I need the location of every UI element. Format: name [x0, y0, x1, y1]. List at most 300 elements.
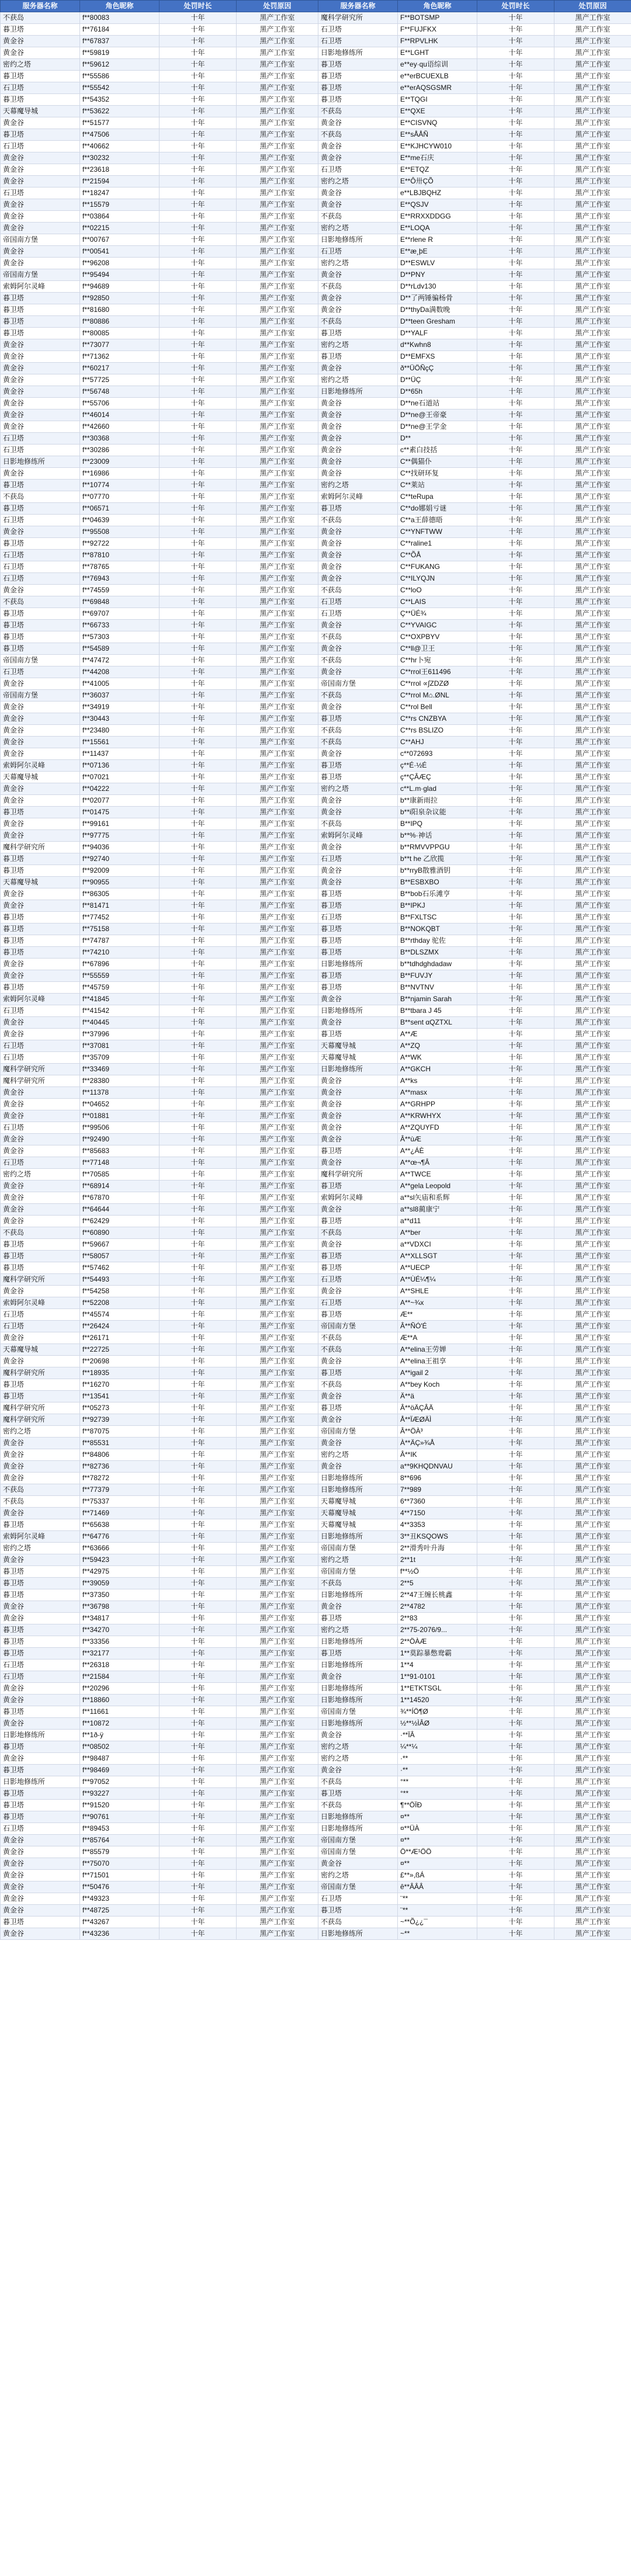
cell-role-nickname-2: D**PNY: [398, 269, 477, 281]
cell-server-name-2: 密约之塔: [318, 374, 398, 386]
cell-server-name-2: 帝国南方堡: [318, 1426, 398, 1438]
cell-penalty-reason: 黑产工作室: [237, 339, 318, 351]
cell-server-name: 魔科学研究所: [1, 1075, 80, 1087]
cell-penalty-duration: 十年: [160, 865, 237, 877]
cell-penalty-reason-2: 黑产工作室: [554, 1426, 631, 1438]
cell-role-nickname: f**55586: [80, 71, 160, 82]
cell-penalty-reason-2: 黑产工作室: [554, 970, 631, 982]
cell-penalty-reason: 黑产工作室: [237, 1496, 318, 1508]
cell-role-nickname: f**55542: [80, 82, 160, 94]
cell-penalty-duration: 十年: [160, 678, 237, 690]
cell-penalty-reason-2: 黑产工作室: [554, 1917, 631, 1928]
cell-role-nickname-2: C**rs CNZBYA: [398, 713, 477, 725]
cell-penalty-duration: 十年: [160, 1274, 237, 1286]
cell-penalty-reason: 黑产工作室: [237, 1332, 318, 1344]
cell-server-name-2: 黄金谷: [318, 666, 398, 678]
table-row: [1, 702, 631, 713]
cell-penalty-duration: 十年: [160, 947, 237, 959]
cell-role-nickname: f**81471: [80, 900, 160, 912]
cell-penalty-duration: 十年: [160, 1917, 237, 1928]
cell-penalty-reason-2: 黑产工作室: [554, 877, 631, 888]
cell-server-name-2: 黄金谷: [318, 526, 398, 538]
cell-role-nickname-2: B**NVTNV: [398, 982, 477, 994]
cell-penalty-duration-2: 十年: [477, 783, 554, 795]
cell-penalty-duration: 十年: [160, 59, 237, 71]
cell-penalty-duration: 十年: [160, 1216, 237, 1227]
cell-penalty-duration: 十年: [160, 1157, 237, 1169]
cell-role-nickname: f**00767: [80, 234, 160, 246]
cell-role-nickname-2: C**ÕÅ: [398, 550, 477, 561]
table-row: [1, 1893, 631, 1905]
cell-penalty-duration: 十年: [160, 1508, 237, 1519]
header-role-nickname-2: 角色昵称: [398, 1, 477, 12]
cell-penalty-duration-2: 十年: [477, 1531, 554, 1543]
cell-server-name: 黄金谷: [1, 1099, 80, 1110]
cell-penalty-duration-2: 十年: [477, 1695, 554, 1706]
cell-server-name-2: 魔科学研究所: [318, 12, 398, 24]
cell-role-nickname-2: ð**ÜÖÑçÇ: [398, 363, 477, 374]
cell-server-name-2: 密约之塔: [318, 223, 398, 234]
cell-penalty-duration: 十年: [160, 830, 237, 842]
cell-penalty-duration: 十年: [160, 1251, 237, 1262]
cell-server-name-2: 黄金谷: [318, 994, 398, 1005]
cell-role-nickname: f**1ð-ÿ: [80, 1730, 160, 1741]
cell-role-nickname-2: 8**696: [398, 1473, 477, 1484]
cell-penalty-reason-2: 黑产工作室: [554, 830, 631, 842]
table-row: [1, 608, 631, 620]
cell-role-nickname-2: 2**75-2076/9...: [398, 1624, 477, 1636]
cell-role-nickname: f**02077: [80, 795, 160, 807]
cell-role-nickname: f**37350: [80, 1589, 160, 1601]
cell-server-name-2: 暮卫塔: [318, 59, 398, 71]
cell-penalty-reason-2: 黑产工作室: [554, 994, 631, 1005]
cell-role-nickname: f**71469: [80, 1508, 160, 1519]
cell-penalty-duration: 十年: [160, 1846, 237, 1858]
cell-role-nickname: f**58057: [80, 1251, 160, 1262]
cell-role-nickname-2: E**RRXXDDGG: [398, 211, 477, 223]
cell-penalty-reason: 黑产工作室: [237, 188, 318, 199]
table-row: [1, 1040, 631, 1052]
cell-penalty-reason-2: 黑产工作室: [554, 947, 631, 959]
table-row: [1, 164, 631, 176]
cell-role-nickname: f**50476: [80, 1881, 160, 1893]
cell-penalty-duration: 十年: [160, 538, 237, 550]
cell-penalty-duration-2: 十年: [477, 1262, 554, 1274]
cell-penalty-reason-2: 黑产工作室: [554, 737, 631, 748]
cell-penalty-duration-2: 十年: [477, 24, 554, 36]
cell-penalty-duration-2: 十年: [477, 351, 554, 363]
cell-role-nickname-2: C**OXPBYV: [398, 631, 477, 643]
cell-penalty-reason-2: 黑产工作室: [554, 223, 631, 234]
cell-penalty-duration-2: 十年: [477, 1624, 554, 1636]
cell-penalty-reason-2: 黑产工作室: [554, 1905, 631, 1917]
cell-server-name: 石卫塔: [1, 1671, 80, 1683]
cell-server-name-2: 日影地修练所: [318, 386, 398, 398]
cell-server-name: 黄金谷: [1, 1928, 80, 1940]
cell-penalty-reason-2: 黑产工作室: [554, 36, 631, 47]
cell-penalty-reason: 黑产工作室: [237, 421, 318, 433]
cell-penalty-reason-2: 黑产工作室: [554, 304, 631, 316]
cell-penalty-duration: 十年: [160, 1589, 237, 1601]
cell-penalty-duration-2: 十年: [477, 1239, 554, 1251]
cell-penalty-reason-2: 黑产工作室: [554, 1087, 631, 1099]
cell-penalty-reason: 黑产工作室: [237, 912, 318, 924]
cell-penalty-reason: 黑产工作室: [237, 503, 318, 515]
cell-role-nickname: f**97775: [80, 830, 160, 842]
cell-penalty-duration: 十年: [160, 351, 237, 363]
table-row: [1, 1660, 631, 1671]
cell-server-name: 暮卫塔: [1, 1578, 80, 1589]
cell-penalty-duration: 十年: [160, 421, 237, 433]
cell-penalty-reason: 黑产工作室: [237, 1297, 318, 1309]
table-row: [1, 959, 631, 970]
cell-role-nickname: f**44208: [80, 666, 160, 678]
cell-server-name-2: 黄金谷: [318, 363, 398, 374]
cell-server-name: 暮卫塔: [1, 503, 80, 515]
cell-penalty-duration: 十年: [160, 293, 237, 304]
cell-penalty-reason: 黑产工作室: [237, 141, 318, 152]
cell-role-nickname: f**39059: [80, 1578, 160, 1589]
cell-penalty-reason: 黑产工作室: [237, 1005, 318, 1017]
cell-penalty-reason-2: 黑产工作室: [554, 82, 631, 94]
cell-server-name: 黄金谷: [1, 152, 80, 164]
cell-server-name-2: 日影地修练所: [318, 1718, 398, 1730]
cell-server-name: 黄金谷: [1, 1216, 80, 1227]
cell-role-nickname: f**92740: [80, 853, 160, 865]
cell-penalty-duration: 十年: [160, 503, 237, 515]
cell-penalty-duration-2: 十年: [477, 924, 554, 935]
cell-role-nickname-2: Ä**ä: [398, 1391, 477, 1402]
cell-server-name: 帝国南方堡: [1, 655, 80, 666]
table-row: [1, 783, 631, 795]
cell-server-name: 魔科学研究所: [1, 842, 80, 853]
table-row: [1, 71, 631, 82]
cell-server-name: 暮卫塔: [1, 1648, 80, 1660]
cell-penalty-duration-2: 十年: [477, 1192, 554, 1204]
cell-penalty-reason-2: 黑产工作室: [554, 1332, 631, 1344]
cell-penalty-duration-2: 十年: [477, 1508, 554, 1519]
cell-server-name: 黄金谷: [1, 970, 80, 982]
cell-server-name-2: 不获岛: [318, 515, 398, 526]
cell-server-name: 黄金谷: [1, 1204, 80, 1216]
table-row: [1, 503, 631, 515]
cell-penalty-duration: 十年: [160, 1099, 237, 1110]
table-row: [1, 1075, 631, 1087]
cell-penalty-reason: 黑产工作室: [237, 1531, 318, 1543]
cell-penalty-reason-2: 黑产工作室: [554, 176, 631, 188]
cell-role-nickname: f**77452: [80, 912, 160, 924]
cell-role-nickname: f**45759: [80, 982, 160, 994]
cell-penalty-reason-2: 黑产工作室: [554, 1531, 631, 1543]
cell-role-nickname: f**59612: [80, 59, 160, 71]
cell-penalty-reason-2: 黑产工作室: [554, 1473, 631, 1484]
cell-penalty-duration-2: 十年: [477, 947, 554, 959]
cell-role-nickname-2: Æ**: [398, 1309, 477, 1321]
cell-penalty-reason: 黑产工作室: [237, 1216, 318, 1227]
cell-penalty-reason: 黑产工作室: [237, 1718, 318, 1730]
cell-penalty-duration-2: 十年: [477, 258, 554, 269]
cell-server-name: 黄金谷: [1, 1753, 80, 1765]
cell-penalty-duration: 十年: [160, 24, 237, 36]
cell-penalty-reason: 黑产工作室: [237, 491, 318, 503]
cell-role-nickname: f**20698: [80, 1356, 160, 1367]
cell-server-name: 石卫塔: [1, 1005, 80, 1017]
cell-penalty-reason-2: 黑产工作室: [554, 328, 631, 339]
cell-penalty-duration: 十年: [160, 620, 237, 631]
cell-role-nickname-2: ·**: [398, 1753, 477, 1765]
cell-role-nickname-2: C**loO: [398, 585, 477, 596]
cell-role-nickname-2: C**ll@卫王: [398, 643, 477, 655]
cell-penalty-duration: 十年: [160, 117, 237, 129]
cell-role-nickname-2: A**ber: [398, 1227, 477, 1239]
cell-server-name: 魔科学研究所: [1, 1402, 80, 1414]
cell-server-name: 黄金谷: [1, 246, 80, 258]
cell-role-nickname: f**05273: [80, 1402, 160, 1414]
cell-server-name: 天幕魔导城: [1, 877, 80, 888]
cell-penalty-duration-2: 十年: [477, 1461, 554, 1473]
cell-role-nickname-2: ·**ÏÂ: [398, 1730, 477, 1741]
table-row: [1, 94, 631, 106]
table-row: [1, 1484, 631, 1496]
cell-penalty-duration: 十年: [160, 258, 237, 269]
cell-server-name-2: 暮卫塔: [318, 900, 398, 912]
cell-role-nickname: f**07021: [80, 772, 160, 783]
cell-penalty-reason-2: 黑产工作室: [554, 1321, 631, 1332]
cell-penalty-reason-2: 黑产工作室: [554, 1578, 631, 1589]
cell-penalty-duration-2: 十年: [477, 374, 554, 386]
cell-penalty-reason: 黑产工作室: [237, 1589, 318, 1601]
cell-role-nickname: f**37996: [80, 1029, 160, 1040]
cell-role-nickname-2: A**WK: [398, 1052, 477, 1064]
cell-penalty-duration-2: 十年: [477, 1367, 554, 1379]
cell-penalty-duration: 十年: [160, 409, 237, 421]
table-row: [1, 339, 631, 351]
table-row: [1, 1122, 631, 1134]
cell-penalty-reason: 黑产工作室: [237, 47, 318, 59]
cell-role-nickname-2: B**sent αQZTXL: [398, 1017, 477, 1029]
cell-server-name-2: 黄金谷: [318, 1671, 398, 1683]
cell-server-name: 黄金谷: [1, 1029, 80, 1040]
cell-penalty-reason-2: 黑产工作室: [554, 818, 631, 830]
cell-server-name: 黄金谷: [1, 164, 80, 176]
cell-penalty-reason-2: 黑产工作室: [554, 1461, 631, 1473]
cell-penalty-duration: 十年: [160, 129, 237, 141]
cell-penalty-reason-2: 黑产工作室: [554, 643, 631, 655]
cell-role-nickname-2: A**ks: [398, 1075, 477, 1087]
cell-penalty-duration-2: 十年: [477, 71, 554, 82]
cell-penalty-duration: 十年: [160, 281, 237, 293]
cell-penalty-reason: 黑产工作室: [237, 258, 318, 269]
cell-penalty-duration: 十年: [160, 573, 237, 585]
cell-server-name-2: 密约之塔: [318, 480, 398, 491]
cell-penalty-reason: 黑产工作室: [237, 1052, 318, 1064]
cell-penalty-reason: 黑产工作室: [237, 1157, 318, 1169]
cell-penalty-reason-2: 黑产工作室: [554, 1379, 631, 1391]
cell-penalty-duration: 十年: [160, 1181, 237, 1192]
cell-role-nickname: f**74559: [80, 585, 160, 596]
cell-penalty-reason: 黑产工作室: [237, 1239, 318, 1251]
cell-role-nickname-2: Â**ùÆ: [398, 1134, 477, 1145]
cell-role-nickname-2: E**me石庆: [398, 152, 477, 164]
cell-penalty-duration-2: 十年: [477, 491, 554, 503]
cell-server-name: 黄金谷: [1, 1870, 80, 1881]
cell-role-nickname-2: 4**3353: [398, 1519, 477, 1531]
cell-penalty-reason-2: 黑产工作室: [554, 94, 631, 106]
table-row: [1, 924, 631, 935]
cell-role-nickname-2: b**rryB散雅酒钥: [398, 865, 477, 877]
cell-penalty-duration-2: 十年: [477, 1122, 554, 1134]
table-row: [1, 573, 631, 585]
cell-role-nickname-2: D**了两锤骗杨骨: [398, 293, 477, 304]
cell-penalty-reason-2: 黑产工作室: [554, 445, 631, 456]
cell-penalty-reason-2: 黑产工作室: [554, 1753, 631, 1765]
cell-server-name-2: 黄金谷: [318, 748, 398, 760]
cell-role-nickname-2: ~**Õ¿¿¯: [398, 1917, 477, 1928]
cell-role-nickname-2: B**njamin Sarah: [398, 994, 477, 1005]
cell-penalty-reason-2: 黑产工作室: [554, 1449, 631, 1461]
table-row: [1, 152, 631, 164]
cell-server-name: 暮卫塔: [1, 912, 80, 924]
cell-penalty-duration-2: 十年: [477, 1064, 554, 1075]
table-row: [1, 1566, 631, 1578]
cell-penalty-duration: 十年: [160, 1414, 237, 1426]
cell-server-name: 黄金谷: [1, 363, 80, 374]
cell-penalty-duration: 十年: [160, 1858, 237, 1870]
cell-penalty-duration-2: 十年: [477, 1706, 554, 1718]
cell-server-name: 黄金谷: [1, 1134, 80, 1145]
cell-role-nickname: f**00541: [80, 246, 160, 258]
cell-penalty-reason-2: 黑产工作室: [554, 1134, 631, 1145]
cell-server-name-2: 暮卫塔: [318, 1029, 398, 1040]
cell-server-name-2: 日影地修练所: [318, 47, 398, 59]
cell-penalty-duration-2: 十年: [477, 853, 554, 865]
cell-server-name-2: 石卫塔: [318, 24, 398, 36]
cell-penalty-duration-2: 十年: [477, 1134, 554, 1145]
cell-role-nickname-2: b**RMVVPPGU: [398, 842, 477, 853]
cell-penalty-duration: 十年: [160, 491, 237, 503]
cell-penalty-duration: 十年: [160, 748, 237, 760]
table-row: [1, 1414, 631, 1426]
cell-penalty-reason: 黑产工作室: [237, 1391, 318, 1402]
cell-server-name: 黄金谷: [1, 702, 80, 713]
cell-server-name-2: 黄金谷: [318, 456, 398, 468]
cell-role-nickname: f**11661: [80, 1706, 160, 1718]
cell-server-name: 黄金谷: [1, 737, 80, 748]
cell-role-nickname: f**99506: [80, 1122, 160, 1134]
cell-role-nickname: f**32177: [80, 1648, 160, 1660]
cell-penalty-duration: 十年: [160, 304, 237, 316]
cell-penalty-duration: 十年: [160, 807, 237, 818]
cell-role-nickname-2: D**: [398, 433, 477, 445]
cell-penalty-duration-2: 十年: [477, 1157, 554, 1169]
cell-server-name: 黄金谷: [1, 1881, 80, 1893]
cell-penalty-duration: 十年: [160, 1718, 237, 1730]
table-row: [1, 1695, 631, 1706]
table-row: [1, 1227, 631, 1239]
cell-penalty-duration: 十年: [160, 970, 237, 982]
cell-role-nickname-2: A**UECP: [398, 1262, 477, 1274]
cell-server-name-2: 不获岛: [318, 211, 398, 223]
cell-penalty-duration-2: 十年: [477, 702, 554, 713]
cell-penalty-reason: 黑产工作室: [237, 655, 318, 666]
cell-penalty-duration-2: 十年: [477, 1449, 554, 1461]
table-row: [1, 258, 631, 269]
cell-server-name-2: 不获岛: [318, 1578, 398, 1589]
cell-penalty-duration-2: 十年: [477, 304, 554, 316]
cell-penalty-reason: 黑产工作室: [237, 1893, 318, 1905]
cell-role-nickname: f**56748: [80, 386, 160, 398]
cell-role-nickname-2: A**elina王劳婵: [398, 1344, 477, 1356]
cell-server-name-2: 天幕魔导城: [318, 1040, 398, 1052]
cell-server-name-2: 黄金谷: [318, 702, 398, 713]
cell-penalty-reason: 黑产工作室: [237, 480, 318, 491]
table-row: [1, 1554, 631, 1566]
cell-penalty-duration-2: 十年: [477, 643, 554, 655]
table-row: [1, 538, 631, 550]
cell-penalty-duration: 十年: [160, 912, 237, 924]
cell-role-nickname: f**60890: [80, 1227, 160, 1239]
cell-role-nickname: f**76943: [80, 573, 160, 585]
cell-role-nickname: f**40445: [80, 1017, 160, 1029]
cell-penalty-reason: 黑产工作室: [237, 1344, 318, 1356]
cell-penalty-reason-2: 黑产工作室: [554, 713, 631, 725]
cell-server-name-2: 不获岛: [318, 129, 398, 141]
cell-role-nickname: f**65638: [80, 1519, 160, 1531]
cell-server-name: 不获岛: [1, 1496, 80, 1508]
cell-server-name-2: 不获岛: [318, 1917, 398, 1928]
cell-penalty-reason-2: 黑产工作室: [554, 433, 631, 445]
cell-server-name: 暮卫塔: [1, 1262, 80, 1274]
table-row: [1, 1811, 631, 1823]
cell-role-nickname: f**22725: [80, 1344, 160, 1356]
cell-penalty-duration: 十年: [160, 316, 237, 328]
table-row: [1, 1321, 631, 1332]
cell-penalty-duration-2: 十年: [477, 1110, 554, 1122]
cell-penalty-reason: 黑产工作室: [237, 1099, 318, 1110]
cell-penalty-duration: 十年: [160, 1893, 237, 1905]
cell-penalty-duration-2: 十年: [477, 36, 554, 47]
cell-role-nickname: f**30443: [80, 713, 160, 725]
cell-penalty-reason-2: 黑产工作室: [554, 1554, 631, 1566]
cell-penalty-duration: 十年: [160, 1753, 237, 1765]
cell-server-name-2: 黄金谷: [318, 1087, 398, 1099]
cell-role-nickname-2: A**TWCE: [398, 1169, 477, 1181]
cell-penalty-duration-2: 十年: [477, 982, 554, 994]
cell-role-nickname-2: ¤**: [398, 1835, 477, 1846]
cell-penalty-duration-2: 十年: [477, 1741, 554, 1753]
cell-server-name-2: 黄金谷: [318, 421, 398, 433]
cell-role-nickname-2: a**d11: [398, 1216, 477, 1227]
table-row: [1, 1379, 631, 1391]
cell-role-nickname-2: B**ESBXBO: [398, 877, 477, 888]
cell-penalty-reason: 黑产工作室: [237, 947, 318, 959]
table-row: [1, 1648, 631, 1660]
cell-role-nickname: f**46014: [80, 409, 160, 421]
cell-role-nickname-2: D**ne石道站: [398, 398, 477, 409]
cell-penalty-reason: 黑产工作室: [237, 409, 318, 421]
cell-role-nickname: f**94689: [80, 281, 160, 293]
cell-server-name-2: 黄金谷: [318, 1157, 398, 1169]
cell-server-name: 黄金谷: [1, 1508, 80, 1519]
cell-penalty-duration: 十年: [160, 374, 237, 386]
cell-role-nickname-2: D**ÜÇ: [398, 374, 477, 386]
cell-server-name-2: 不获岛: [318, 631, 398, 643]
cell-server-name: 黄金谷: [1, 830, 80, 842]
cell-penalty-duration-2: 十年: [477, 1379, 554, 1391]
cell-server-name-2: 黄金谷: [318, 807, 398, 818]
cell-role-nickname-2: C**LAIS: [398, 596, 477, 608]
cell-penalty-duration-2: 十年: [477, 234, 554, 246]
